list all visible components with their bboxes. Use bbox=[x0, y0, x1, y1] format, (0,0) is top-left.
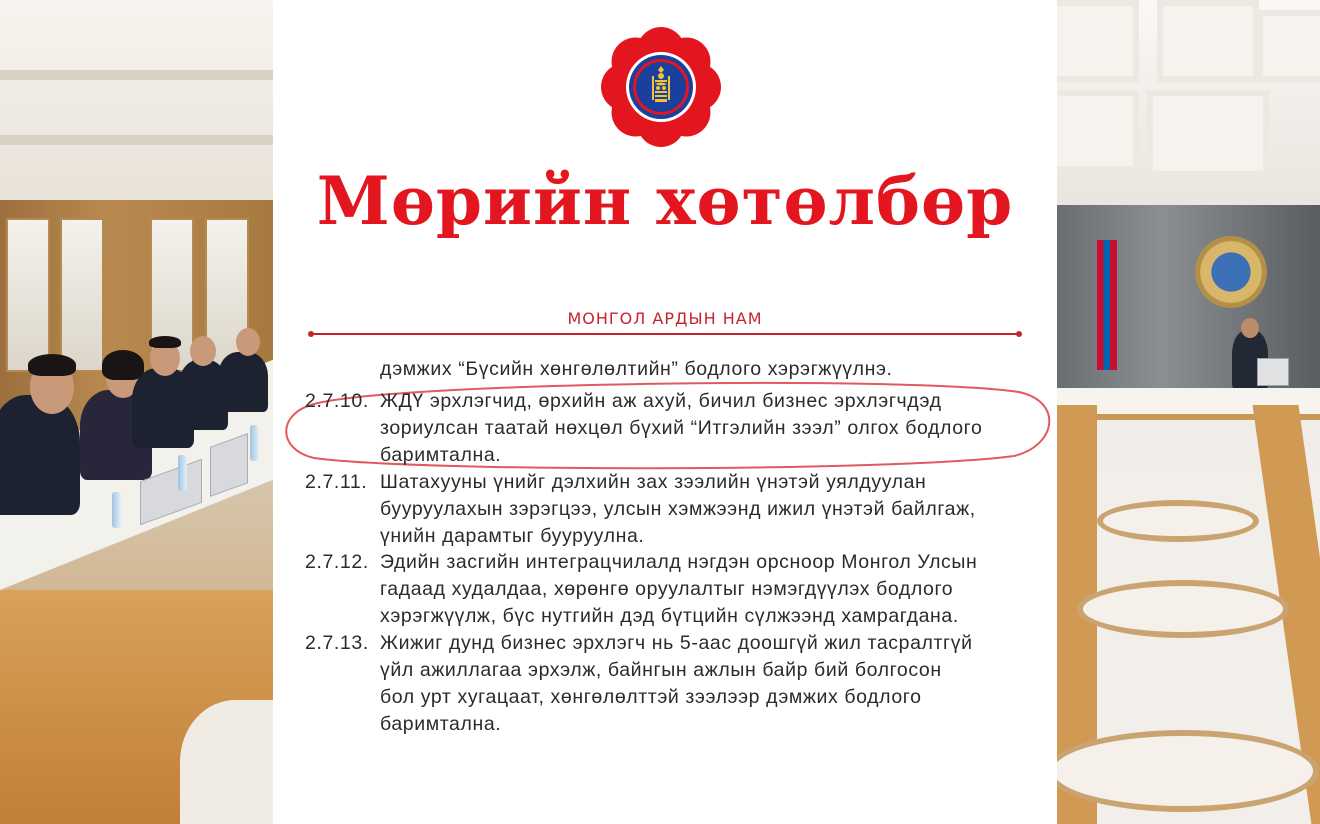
mongolian-flag-icon bbox=[1097, 240, 1117, 370]
delegate-head bbox=[236, 328, 260, 356]
item-line: хэрэгжүүлж, бүс нутгийн дэд бүтцийн сүлжээнд хамрагдана. bbox=[380, 605, 959, 627]
meeting-photo-left bbox=[0, 0, 273, 824]
item-number: 2.7.10. bbox=[305, 390, 369, 412]
item-line: ЖДҮ эрхлэгчид, өрхийн аж ахуй, бичил бизнес эрхлэгчдэд bbox=[380, 390, 942, 412]
intro-line: дэмжих “Бүсийн хөнгөлөлтийн” бодлого хэрэгжүүлнэ. bbox=[380, 358, 893, 380]
window bbox=[6, 218, 50, 372]
ceiling-panel bbox=[1147, 90, 1269, 177]
item-line: бол урт хугацаат, хөнгөлөлттэй зээлээр дэмжих бодлого bbox=[380, 686, 922, 708]
laptop bbox=[1257, 358, 1289, 386]
item-line: баримтална. bbox=[380, 444, 502, 466]
delegate-head bbox=[190, 336, 216, 366]
ceiling-cornice bbox=[0, 135, 273, 145]
floor bbox=[180, 700, 273, 824]
state-emblem-icon bbox=[1195, 236, 1267, 308]
item-number: 2.7.13. bbox=[305, 632, 369, 654]
item-line: Эдийн засгийн интеграцчилалд нэгдэн орсноор Монгол Улсын bbox=[380, 551, 978, 573]
ceiling-panel bbox=[1057, 90, 1139, 172]
headline: Мөрийн хөтөлбөр bbox=[316, 162, 1014, 240]
floor-medallion bbox=[1057, 730, 1319, 812]
delegate bbox=[0, 395, 80, 515]
item-line: бууруулахын зэрэгцээ, улсын хэмжээнд ижил үнэтэй байлгаж, bbox=[380, 498, 976, 520]
item-line: Жижиг дунд бизнес эрхлэгч нь 5-аас доошгүй жил тасралтгүй bbox=[380, 632, 973, 654]
item-line: үнийн дарамтыг бууруулна. bbox=[380, 525, 645, 547]
window bbox=[60, 218, 104, 372]
cabinet-photo-right bbox=[1057, 0, 1320, 824]
item-line: Шатахууны үнийг дэлхийн зах зээлийн үнэтэй уялдуулан bbox=[380, 471, 927, 493]
delegate-hair bbox=[102, 350, 144, 380]
delegate bbox=[218, 352, 268, 412]
header-rule bbox=[311, 333, 1019, 335]
item-number: 2.7.11. bbox=[305, 471, 368, 493]
water-bottle bbox=[112, 492, 121, 528]
item-number: 2.7.12. bbox=[305, 551, 369, 573]
ceiling-panel bbox=[1257, 10, 1320, 82]
delegate-hair bbox=[149, 336, 181, 348]
ceiling-panel bbox=[1057, 0, 1139, 82]
ceiling bbox=[0, 0, 273, 200]
floor-medallion bbox=[1097, 500, 1259, 542]
official-head bbox=[1241, 318, 1259, 338]
delegate-hair bbox=[28, 354, 76, 376]
ceiling-cornice bbox=[0, 70, 273, 80]
item-line: зориулсан таатай нөхцөл бүхий “Итгэлийн зээл” олгох бодлого bbox=[380, 417, 983, 439]
item-line: гадаад худалдаа, хөрөнгө оруулалтыг нэмэгдүүлэх бодлого bbox=[380, 578, 954, 600]
ceiling-panel bbox=[1157, 0, 1259, 82]
water-bottle bbox=[250, 425, 259, 461]
party-emblem-icon bbox=[598, 24, 724, 150]
water-bottle bbox=[178, 455, 187, 491]
floor-medallion bbox=[1077, 580, 1289, 638]
item-line: баримтална. bbox=[380, 713, 502, 735]
party-name: МОНГОЛ АРДЫН НАМ bbox=[567, 309, 763, 328]
item-line: үйл ажиллагаа эрхэлж, байнгын ажлын байр бий болгосон bbox=[380, 659, 942, 681]
